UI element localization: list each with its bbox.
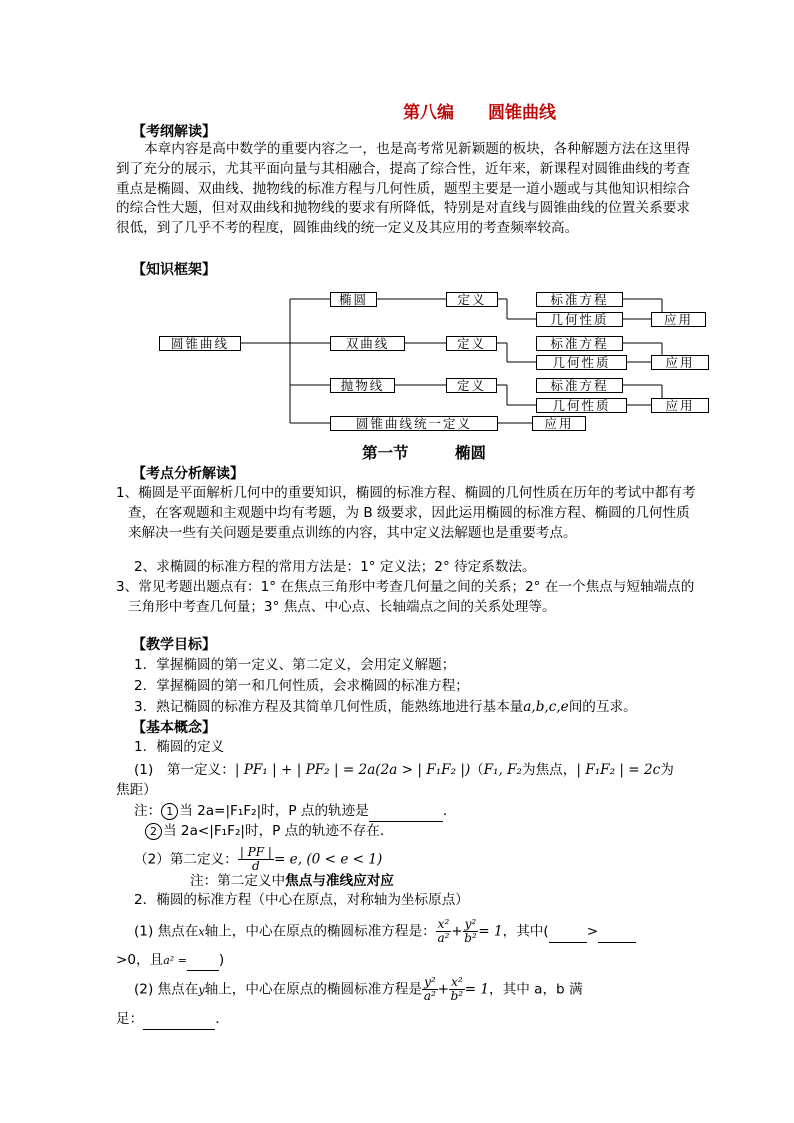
second-definition [134,846,382,873]
node-standard-eq-ellipse: 标准方程 [536,292,623,307]
analysis-item-1: 1、椭圆是平面解析几何中的重要知识，椭圆的标准方程、椭圆的几何性质在历年的考试中都有考查，在客观题和主观题中均有考题，为 B 级要求，因此运用椭圆的标准方程、椭圆的几何性质来解决一些有关问题是要重点训练的内容，其中定义法解题也是重要考点。 [116,485,696,541]
node-hyperbola: 双曲线 [330,336,405,351]
standard-eq-y [134,976,583,1003]
goal-2: 2．掌握椭圆的第一和几何性质，会求椭圆的标准方程； [134,678,469,694]
standard-eq-x-mid: 轴上，中心在原点的椭圆标准方程是： [204,923,436,940]
note-1-text: 当 2a=|F₁F₂|时，P 点的轨迹是 [179,803,369,819]
standard-eq-y-line2-text: 足： [116,1011,144,1027]
first-definition-open-paren: （ [470,762,484,778]
standard-eq-y-pre: (2) 焦点在 [134,981,199,998]
standard-eq-x-pre: (1) 焦点在 [134,923,199,940]
note-label: 注： [134,803,162,819]
first-definition-foci [470,760,674,780]
node-properties-hyperbola: 几何性质 [536,355,627,370]
note-1-period: ． [442,803,457,819]
note-2-text: 当 2a<|F₁F₂|时，P 点的轨迹不存在． [163,823,394,839]
standard-eq-y-mid: 轴上，中心在原点的椭圆标准方程是 [204,981,423,998]
node-standard-eq-hyperbola: 标准方程 [536,336,623,351]
second-definition-note-bold: 焦点与准线应对应 [285,873,394,889]
node-properties-parabola: 几何性质 [536,398,627,413]
plus-sign-1: + [451,923,463,940]
a-squared: a² = [163,954,187,967]
gt-sign: > [586,923,599,940]
standard-eq-y-eq: = 1 [464,981,490,998]
frac-x2-b2: $\frac{\text{x²}}{\text{b²}}$ [450,975,464,1003]
second-definition-rest: = e, (0 < e < 1) [273,851,383,868]
goal-3-tail: 间的互求。 [568,699,637,715]
node-definition-parabola: 定义 [446,378,497,393]
standard-eq-x-axis: x [198,925,205,939]
note-2 [145,821,393,841]
standard-eq-x [134,918,636,945]
analysis-item-2: 2、求椭圆的标准方程的常用方法是：1° 定义法；2° 待定系数法。 [134,559,536,575]
second-definition-fraction: $\frac{| PF |}{d}$ [239,845,272,873]
goal-3 [134,697,637,717]
first-definition-formula: | PF₁ | + | PF₂ | = 2a(2a > | F₁F₂ |) [234,762,471,778]
note-1 [134,801,456,822]
circled-number-2: 2 [145,823,162,840]
exam-outline-text: 本章内容是高中数学的重要内容之一，也是高考常见新颖题的板块，各种解题方法在这里得到了充分的展示，尤其平面向量与其相融合，提高了综合性，近年来，新课程对圆锥曲线的考查重点是椭圆、双曲线、抛物线的标准方程与几何性质，题型主要是一道小题或与其他知识相综合的综合性大题，但对双曲线和抛物线的要求有所降低，特别是对直线与圆锥曲线的位置关系要求很低，到了几乎不考的程度，圆锥曲线的统一定义及其应用的考查频率较高。 [116,141,690,237]
blank-condition[interactable] [143,1009,215,1030]
node-application-hyperbola: 应用 [651,355,709,370]
frac-y2-a2: $\frac{\text{y²}}{\text{a²}}$ [423,975,436,1003]
analysis-item-3: 3、常见考题出题点有：1° 在焦点三角形中考查几何量之间的关系；2° 在一个焦点与短轴端点的三角形中考查几何量；3° 焦点、中心点、长轴端点之间的关系处理等。 [116,579,695,615]
node-application-unified: 应用 [532,416,586,431]
note-1-blank[interactable] [369,801,443,822]
second-definition-label: （2）第二定义： [134,851,238,868]
node-ellipse: 椭圆 [330,292,377,307]
blank-a[interactable] [549,922,587,943]
standard-eq-x-line2 [116,950,224,971]
node-definition-hyperbola: 定义 [446,336,497,351]
node-properties-ellipse: 几何性质 [536,312,623,327]
frac-x2-a2: $\frac{\text{x²}}{\text{a²}}$ [437,917,450,945]
first-definition-foci-text: 为焦点， [522,762,577,778]
frac-y2-b2: $\frac{\text{y²}}{\text{b²}}$ [464,917,477,945]
first-definition-label: (1) 第一定义： [134,762,235,778]
first-definition-distance: | F₁F₂ | = 2c [576,762,661,778]
node-unified-definition: 圆锥曲线统一定义 [330,416,498,431]
node-definition-ellipse: 定义 [446,292,498,307]
node-parabola: 抛物线 [330,378,395,393]
node-application-ellipse: 应用 [651,312,706,327]
standard-eq-x-line2-text: >0，且 [116,952,164,968]
period-final: ． [215,1011,229,1027]
node-standard-eq-parabola: 标准方程 [536,378,623,393]
page-title: 第八编 圆锥曲线 [403,103,556,123]
section-knowledge-framework: 【知识框架】 [132,262,216,278]
first-definition-tail: 为 [660,762,674,778]
concept-2-heading: 2．椭圆的标准方程（中心在原点，对称轴为坐标原点） [134,892,469,908]
section-analysis: 【考点分析解读】 [132,466,244,482]
first-definition-foci-math: F₁, F₂ [483,762,522,778]
standard-eq-x-post: ，其中( [502,923,549,940]
section-title-ellipse: 第一节 椭圆 [362,443,487,462]
concept-1-heading: 1．椭圆的定义 [134,739,225,755]
standard-eq-y-axis: y [198,983,205,997]
second-definition-note-text: 注：第二定义中 [190,873,286,889]
plus-sign-2: + [437,981,450,998]
node-conic-sections: 圆锥曲线 [159,336,241,351]
section-goals: 【教学目标】 [132,637,216,653]
goal-1: 1．掌握椭圆的第一定义、第二定义，会用定义解题； [134,657,456,673]
goal-3-text: 3．熟记椭圆的标准方程及其简单几何性质，能熟练地进行基本量 [134,699,524,715]
standard-eq-x-eq: = 1 [478,923,503,940]
section-exam-outline: 【考纲解读】 [132,124,216,140]
section-concepts: 【基本概念】 [132,720,216,736]
second-definition-note [190,871,394,891]
first-definition-tail-line: 焦距） [116,782,157,798]
circled-number-1: 1 [161,803,178,820]
close-paren: ) [218,952,225,968]
standard-eq-y-post: ，其中 a，b 满 [489,981,583,998]
goal-3-math: a,b,c,e [523,699,569,715]
blank-a2[interactable] [187,950,219,971]
blank-b[interactable] [598,922,636,943]
first-definition [134,760,470,780]
node-application-parabola: 应用 [651,398,709,413]
standard-eq-y-line2 [116,1009,229,1030]
